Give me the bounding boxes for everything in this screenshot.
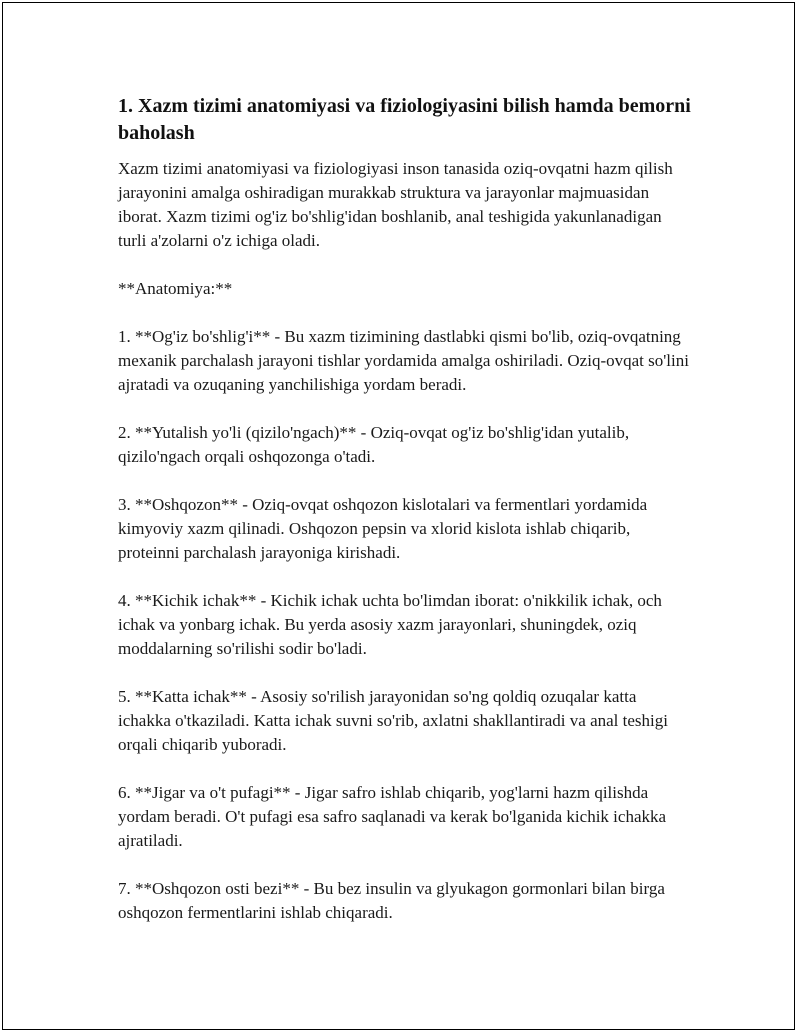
list-item: 6. **Jigar va o't pufagi** - Jigar safro ishlab chiqarib, yog'larni hazm qilishda yordam beradi. O't pufagi esa safro saqlanadi va kerak bo'lganida kichik ichakka ajratiladi. [118, 783, 667, 850]
list-item: 7. **Oshqozon osti bezi** - Bu bez insulin va glyukagon gormonlari bilan birga oshqozon fermentlarini ishlab chiqaradi. [118, 879, 665, 922]
document-body [118, 93, 692, 925]
intro-paragraph: Xazm tizimi anatomiyasi va fiziologiyasi inson tanasida oziq-ovqatni hazm qilish jarayonini amalga oshiradigan murakkab struktura va jarayonlar majmuasidan iborat. Xazm tizimi og'iz bo'shlig'idan boshlanib, anal teshigida yakunlanadigan turli a'zolarni o'z ichiga oladi. [118, 159, 673, 250]
list-item: 1. **Og'iz bo'shlig'i** - Bu xazm tizimining dastlabki qismi bo'lib, oziq-ovqatning mexanik parchalash jarayoni tishlar yordamida amalga oshiriladi. Oziq-ovqat so'lini ajratadi va ozuqaning yanchilishiga yordam beradi. [118, 327, 689, 394]
section-heading: **Anatomiya:** [118, 279, 233, 298]
list-item: 4. **Kichik ichak** - Kichik ichak uchta bo'limdan iborat: o'nikkilik ichak, och ichak va yonbarg ichak. Bu yerda asosiy xazm jarayonlari, shuningdek, oziq moddalarning so'rilishi sodir bo'ladi. [118, 591, 662, 658]
list-item: 3. **Oshqozon** - Oziq-ovqat oshqozon kislotalari va fermentlari yordamida kimyoviy xazm qilinadi. Oshqozon pepsin va xlorid kislota ishlab chiqarib, proteinni parchalash jarayoniga kirishadi. [118, 495, 648, 562]
document-title: 1. Xazm tizimi anatomiyasi va fiziologiyasini bilish hamda bemorni baholash [118, 95, 691, 144]
list-item: 5. **Katta ichak** - Asosiy so'rilish jarayonidan so'ng qoldiq ozuqalar katta ichakka o'tkaziladi. Katta ichak suvni so'rib, axlatni shakllantiradi va anal teshigi orqali chiqarib yuboradi. [118, 687, 668, 754]
list-item: 2. **Yutalish yo'li (qizilo'ngach)** - Oziq-ovqat og'iz bo'shlig'idan yutalib, qizilo'ngach orqali oshqozonga o'tadi. [118, 423, 630, 466]
